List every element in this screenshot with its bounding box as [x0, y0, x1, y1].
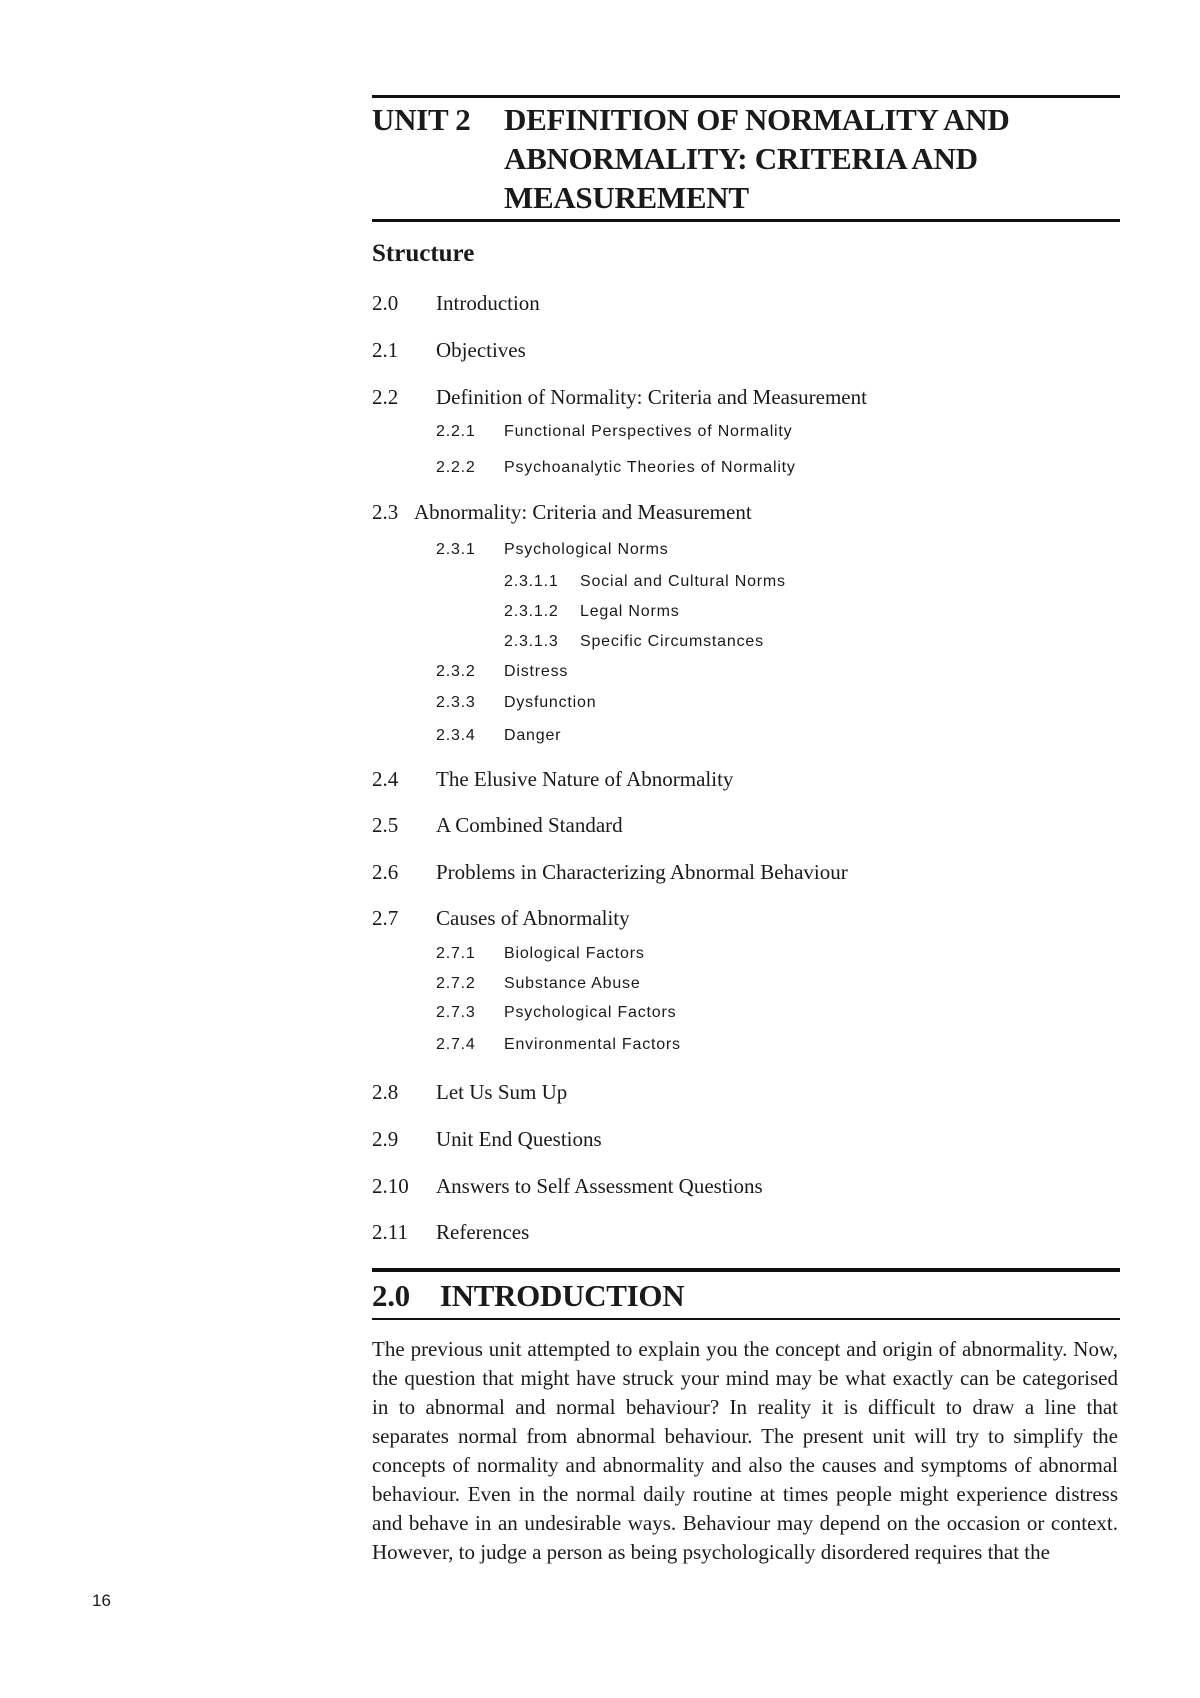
toc-text: Unit End Questions	[436, 1127, 602, 1151]
toc-text: Social and Cultural Norms	[580, 573, 786, 590]
toc-text: Introduction	[436, 291, 540, 315]
section-top-rule	[372, 1268, 1120, 1272]
section-bottom-rule	[372, 1318, 1120, 1320]
title-bottom-rule	[372, 219, 1120, 222]
toc-number: 2.3.3	[436, 694, 476, 711]
toc-number: 2.3.1.3	[504, 633, 559, 650]
toc-text: Dysfunction	[504, 694, 597, 711]
toc-text: Environmental Factors	[504, 1036, 681, 1053]
toc-number: 2.3.1	[436, 541, 476, 558]
structure-heading: Structure	[372, 240, 475, 267]
toc-number: 2.7.4	[436, 1036, 476, 1053]
page-number: 16	[92, 1591, 111, 1610]
toc-text: Biological Factors	[504, 945, 645, 962]
toc-number: 2.2	[372, 385, 399, 409]
toc-text: Definition of Normality: Criteria and Measurement	[436, 385, 867, 409]
toc-number: 2.7	[372, 906, 399, 930]
section-heading	[372, 1278, 684, 1314]
toc-number: 2.3	[372, 500, 399, 524]
toc-number: 2.7.3	[436, 1004, 476, 1021]
toc-text: Danger	[504, 727, 562, 744]
toc-number: 2.9	[372, 1127, 399, 1151]
toc-text: Functional Perspectives of Normality	[504, 423, 793, 440]
toc-text: Substance Abuse	[504, 975, 641, 992]
toc-text: Let Us Sum Up	[436, 1080, 568, 1104]
toc-text: Problems in Characterizing Abnormal Behaviour	[436, 860, 848, 884]
toc-text: Objectives	[436, 338, 526, 362]
toc-number: 2.8	[372, 1080, 399, 1104]
top-rule	[372, 95, 1120, 98]
toc-text: A Combined Standard	[436, 813, 623, 837]
toc-text: The Elusive Nature of Abnormality	[436, 767, 734, 791]
toc-number: 2.6	[372, 860, 399, 884]
toc-number: 2.3.1.2	[504, 603, 559, 620]
unit-title: DEFINITION OF NORMALITY AND ABNORMALITY: CRITERIA AND MEASUREMENT	[504, 102, 1010, 215]
section-number: 2.0	[372, 1278, 410, 1313]
toc-text: Psychological Factors	[504, 1004, 677, 1021]
toc-text: Abnormality: Criteria and Measurement	[414, 500, 752, 524]
toc-number: 2.3.2	[436, 663, 476, 680]
unit-label: UNIT 2	[372, 102, 471, 137]
toc-text: References	[436, 1220, 530, 1244]
toc-text: Answers to Self Assessment Questions	[436, 1174, 763, 1198]
toc-number: 2.2.1	[436, 423, 476, 440]
toc-number: 2.1	[372, 338, 399, 362]
toc-number: 2.4	[372, 767, 399, 791]
intro-paragraph: The previous unit attempted to explain you the concept and origin of abnormality. Now, the question that might have struck your mind may be what exactly can be categorised in to abnormal and normal behaviour? In reality it is difficult to draw a line that separates normal from abnormal behaviour. The present unit will try to simplify the concepts of normality and abnormality and also the causes and symptoms of abnormal behaviour. Even in the normal daily routine at times people might experience distress and behave in an undesirable ways. Behaviour may depend on the occasion or context. However, to judge a person as being psychologically disordered requires that the	[372, 1337, 1118, 1564]
toc-number: 2.3.4	[436, 727, 476, 744]
section-title: INTRODUCTION	[439, 1278, 685, 1313]
toc-number: 2.11	[372, 1220, 408, 1244]
toc-text: Legal Norms	[580, 603, 680, 620]
toc-text: Specific Circumstances	[580, 633, 764, 650]
toc-text: Causes of Abnormality	[436, 906, 630, 930]
toc-text: Distress	[504, 663, 569, 680]
toc-number: 2.5	[372, 813, 399, 837]
toc-text: Psychological Norms	[504, 541, 669, 558]
toc-text: Psychoanalytic Theories of Normality	[504, 459, 796, 476]
toc-number: 2.2.2	[436, 459, 476, 476]
toc-number: 2.7.2	[436, 975, 476, 992]
toc-number: 2.0	[372, 291, 399, 315]
toc-number: 2.3.1.1	[504, 573, 559, 590]
toc-number: 2.10	[372, 1174, 409, 1198]
toc-number: 2.7.1	[436, 945, 476, 962]
